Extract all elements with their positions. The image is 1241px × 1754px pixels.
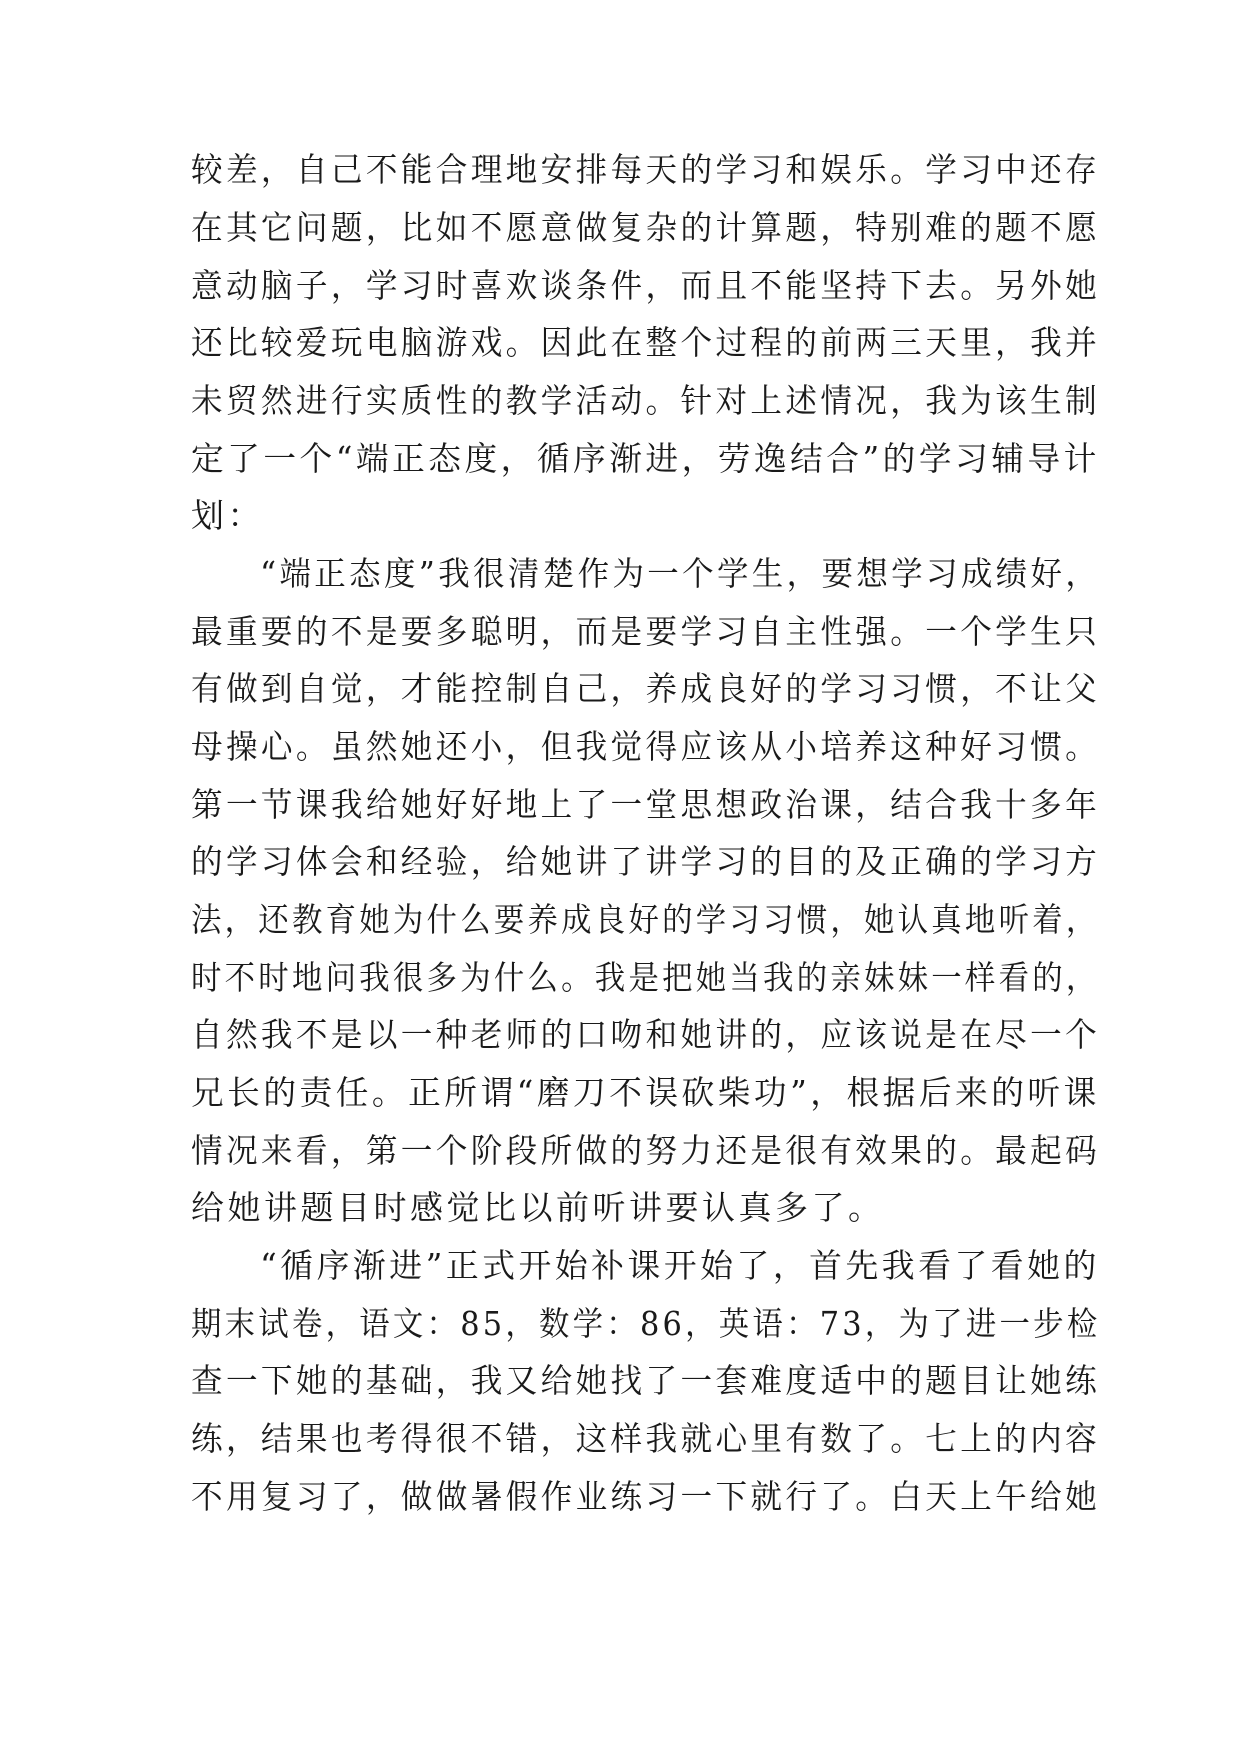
text-line-9: 最重要的不是要多聪明，而是要学习自主性强。一个学生只 xyxy=(191,612,1101,651)
text-line-19: 给她讲题目时感觉比以前听讲要认真多了。 xyxy=(191,1188,885,1227)
text-line-14: 法，还教育她为什么要养成良好的学习习惯，她认真地听着， xyxy=(191,900,1100,939)
text-line-7: 划： xyxy=(191,496,264,535)
text-line-3: 意动脑子，学习时喜欢谈条件，而且不能坚持下去。另外她 xyxy=(191,266,1101,305)
text-line-4: 还比较爱玩电脑游戏。因此在整个过程的前两三天里，我并 xyxy=(191,323,1101,362)
text-line-15: 时不时地问我很多为什么。我是把她当我的亲妹妹一样看的， xyxy=(191,958,1100,997)
text-line-18: 情况来看，第一个阶段所做的努力还是很有效果的。最起码 xyxy=(191,1131,1101,1170)
text-line-16: 自然我不是以一种老师的口吻和她讲的，应该说是在尽一个 xyxy=(191,1015,1101,1054)
text-line-10: 有做到自觉，才能控制自己，养成良好的学习习惯，不让父 xyxy=(191,669,1101,708)
text-line-12: 第一节课我给她好好地上了一堂思想政治课，结合我十多年 xyxy=(191,785,1101,824)
text-line-11: 母操心。虽然她还小，但我觉得应该从小培养这种好习惯。 xyxy=(191,727,1101,766)
text-line-24: 不用复习了，做做暑假作业练习一下就行了。白天上午给她 xyxy=(191,1477,1101,1516)
text-line-2: 在其它问题，比如不愿意做复杂的计算题，特别难的题不愿 xyxy=(191,208,1101,247)
text-line-6: 定了一个“端正态度，循序渐进，劳逸结合”的学习辅导计 xyxy=(191,439,1100,478)
text-line-21: 期末试卷，语文：85，数学：86，英语：73，为了进一步检 xyxy=(191,1304,1101,1343)
text-line-22: 查一下她的基础，我又给她找了一套难度适中的题目让她练 xyxy=(191,1361,1101,1400)
text-line-17: 兄长的责任。正所谓“磨刀不误砍柴功”，根据后来的听课 xyxy=(191,1073,1100,1112)
text-line-23: 练，结果也考得很不错，这样我就心里有数了。七上的内容 xyxy=(191,1419,1101,1458)
text-line-13: 的学习体会和经验，给她讲了讲学习的目的及正确的学习方 xyxy=(191,842,1101,881)
text-line-20: “循序渐进”正式开始补课开始了，首先我看了看她的 xyxy=(260,1246,1100,1285)
text-line-5: 未贸然进行实质性的教学活动。针对上述情况，我为该生制 xyxy=(191,381,1101,420)
text-line-1: 较差，自己不能合理地安排每天的学习和娱乐。学习中还存 xyxy=(191,150,1101,189)
text-line-8: “端正态度”我很清楚作为一个学生，要想学习成绩好， xyxy=(260,554,1101,593)
